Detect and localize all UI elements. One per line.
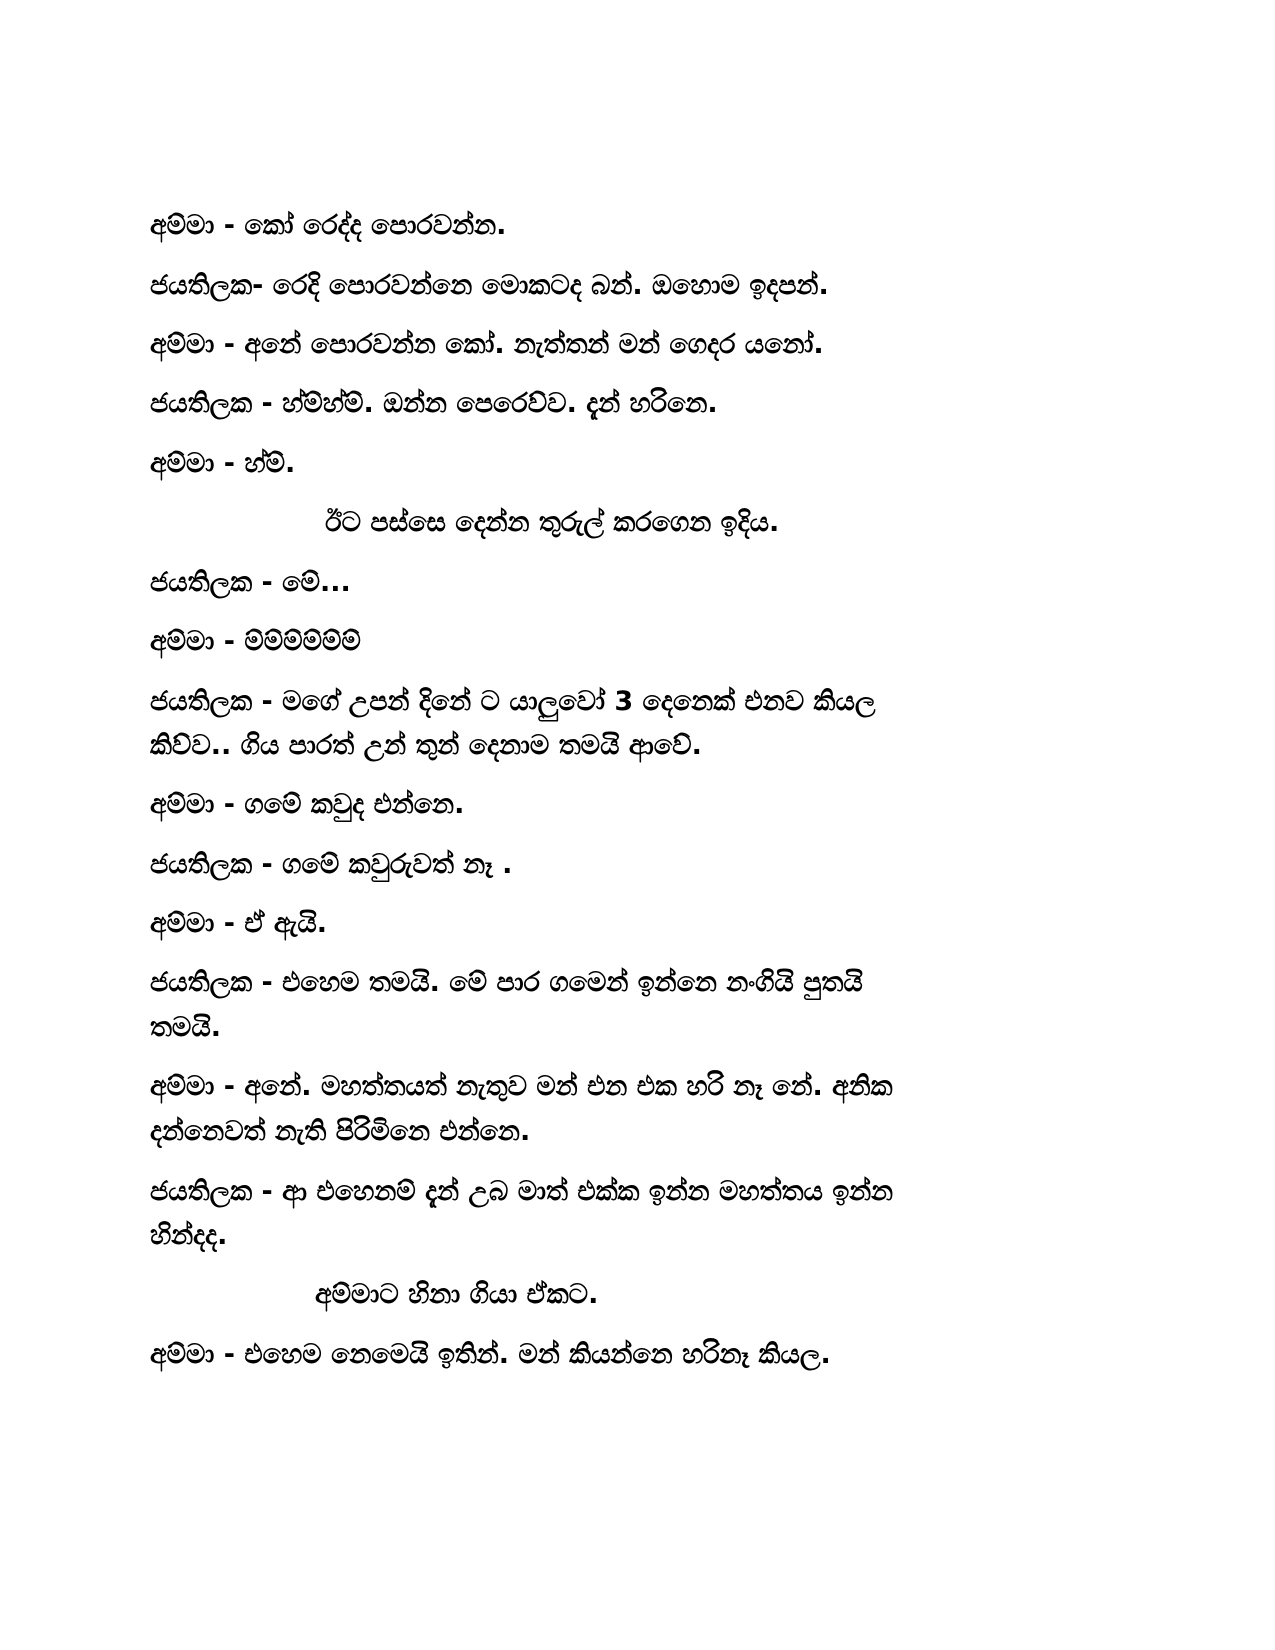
- dialogue-line: ජයතිලක - මගේ උපන් දිනේ ට යාලුවෝ 3 දෙනෙක් එනව කියල: [150, 686, 876, 717]
- dialogue-line: අම්මා - අනේ. මහත්තයත් නැතුව මන් එන එක හරි නෑ නේ. අනික: [150, 1071, 893, 1102]
- dialogue-line: අම්මා - එහෙම නෙමෙයි ඉතින්. මන් කියන්නෙ හරිනෑ කියල.: [150, 1339, 831, 1370]
- narration-line: ඊට පස්සෙ දෙන්න තුරුල් කරගෙන ඉදිය.: [325, 507, 780, 538]
- dialogue-line: අම්මා - කෝ රෙද්ද පොරවන්න.: [150, 210, 507, 241]
- narration-line: අම්මාට හිනා ගියා ඒකට.: [315, 1279, 599, 1310]
- dialogue-line: ජයතිලක - ගමේ කවුරුවත් නෑ .: [150, 849, 513, 880]
- dialogue-line: ජයතිලක - එහෙම තමයි. මේ පාර ගමෙන් ඉන්නෙ නංගියි පුතයි: [150, 967, 863, 998]
- dialogue-line: අම්මා - ම්ම්ම්ම්ම්ම්: [150, 626, 361, 657]
- dialogue-line: ජයතිලක - මේ...: [150, 567, 351, 598]
- dialogue-line-continuation: තමයි.: [150, 1012, 222, 1043]
- dialogue-line: ජයතිලක - ආ එහෙනම් දැන් උබ මාත් එක්ක ඉන්න මහත්තය ඉන්න: [150, 1176, 894, 1207]
- dialogue-line: ජයතිලක- රෙදි පොරවන්නෙ මොකටද බන්. ඔහොම ඉදපන්.: [150, 270, 829, 301]
- dialogue-line: අම්මා - ඒ ඇයි.: [150, 908, 327, 939]
- dialogue-line-continuation: දන්නෙවත් නැති පිරිමිනෙ එන්නෙ.: [150, 1116, 531, 1147]
- dialogue-line: අම්මා - ගමේ කවුද එන්නෙ.: [150, 789, 465, 820]
- dialogue-line: අම්මා - හ්ම්.: [150, 448, 296, 479]
- dialogue-line-continuation: කිව්ව.. ගිය පාරත් උන් තුන් දෙනාම තමයි ආවේ.: [150, 730, 702, 761]
- dialogue-line-continuation: හින්දද.: [150, 1220, 228, 1251]
- dialogue-line: ජයතිලක - හ්ම්හ්ම්. ඔන්න පෙරෙව්ව. දැන් හරිනෙ.: [150, 388, 718, 419]
- dialogue-line: අම්මා - අනේ පොරවන්න කෝ. නැත්තන් මන් ගෙදර යනෝ.: [150, 329, 824, 360]
